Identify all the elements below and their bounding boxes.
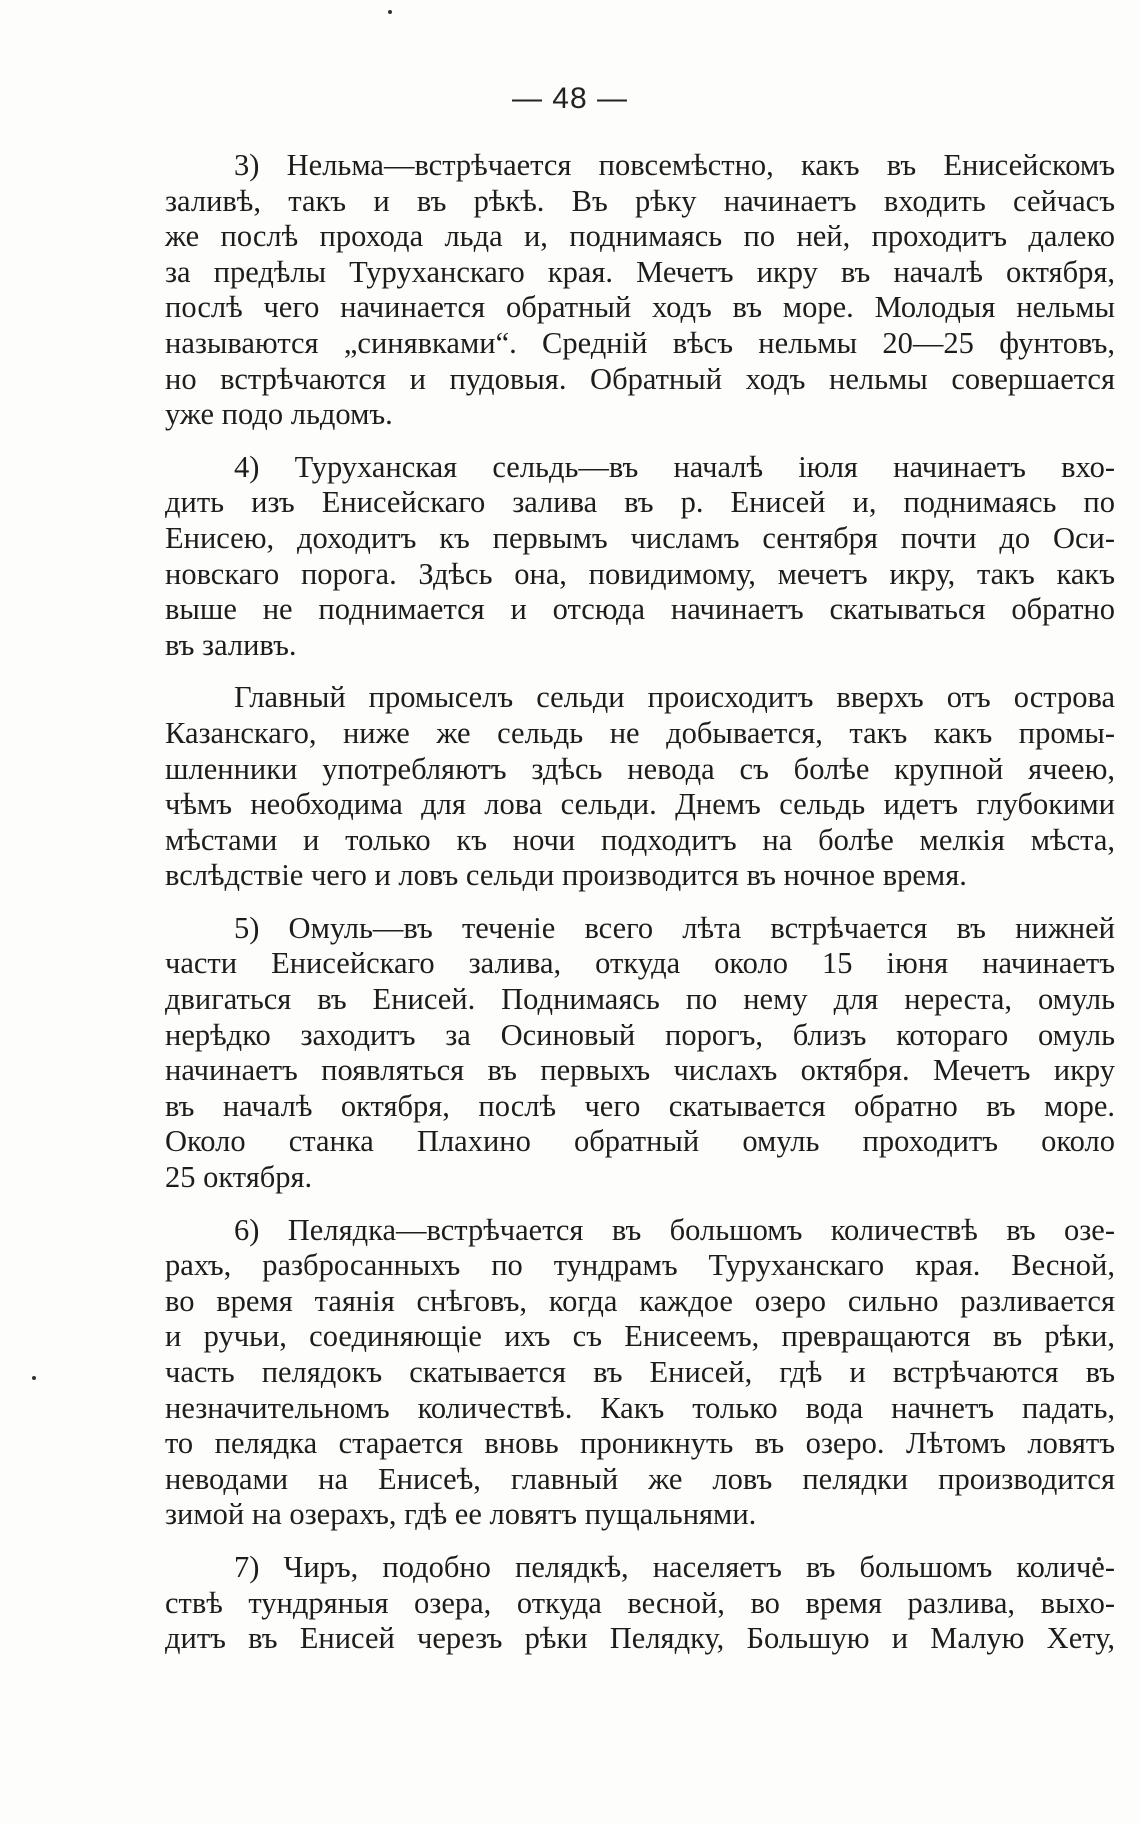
text-line: неводами на Енисеѣ, главный же ловъ пелядки производится bbox=[165, 1461, 1115, 1496]
text-line: въ заливъ. bbox=[165, 627, 297, 662]
paragraph-omul bbox=[165, 911, 1115, 1196]
text-line: 25 октября. bbox=[165, 1160, 313, 1195]
text-line: Казанскаго, ниже же сельдь не добывается, такъ какъ промы- bbox=[165, 715, 1115, 750]
text-line: двигаться въ Енисей. Поднимаясь по нему для нереста, омуль bbox=[165, 982, 1115, 1017]
text-line: Около станка Плахино обратный омуль проходитъ около bbox=[165, 1124, 1115, 1159]
text-line: незначительномъ количествѣ. Какъ только вода начнетъ падать, bbox=[165, 1390, 1115, 1425]
text-line: за предѣлы Туруханскаго края. Мечетъ икру въ началѣ октября, bbox=[165, 254, 1115, 289]
paragraph-herring-fishery bbox=[165, 680, 1115, 894]
text-line: вслѣдствiе чего и ловъ сельди производится въ ночное время. bbox=[165, 858, 967, 893]
text-line: 7) Чиръ, подобно пелядкѣ, населяетъ въ большомъ количе- bbox=[234, 1549, 1115, 1584]
ink-speck bbox=[388, 10, 392, 14]
text-line: Главный промыселъ сельди происходитъ вверхъ отъ острова bbox=[234, 680, 1115, 715]
text-line: 4) Туруханская сельдь—въ началѣ iюля начинаетъ вхо- bbox=[234, 449, 1115, 484]
paragraph-chir bbox=[165, 1550, 1115, 1657]
text-line: дить изъ Енисейскаго залива въ р. Енисей и, поднимаясь по bbox=[165, 485, 1115, 520]
text-line: нерѣдко заходитъ за Осиновый порогъ, близъ котораго омуль bbox=[165, 1017, 1115, 1052]
text-line: и ручьи, соединяющiе ихъ съ Енисеемъ, превращаются въ рѣки, bbox=[165, 1319, 1115, 1354]
text-line: рахъ, разбросанныхъ по тундрамъ Туруханскаго края. Весной, bbox=[165, 1248, 1115, 1283]
text-line: части Енисейскаго залива, откуда около 15 iюня начинаетъ bbox=[165, 946, 1115, 981]
page-number: — 48 — bbox=[511, 82, 629, 115]
text-line: во время таянiя снѣговъ, когда каждое озеро сильно разливается bbox=[165, 1283, 1115, 1318]
text-line: называются „синявками“. Среднiй вѣсъ нельмы 20—25 фунтовъ, bbox=[165, 325, 1115, 360]
paragraph-pelyadka bbox=[165, 1213, 1115, 1533]
body-text bbox=[165, 148, 1115, 1674]
text-line: шленники употребляютъ здѣсь невода съ болѣе крупной ячеею, bbox=[165, 751, 1115, 786]
text-line: 3) Нельма—встрѣчается повсемѣстно, какъ въ Енисейскомъ bbox=[234, 148, 1115, 182]
text-line: чѣмъ необходима для лова сельди. Днемъ сельдь идетъ глубокими bbox=[165, 787, 1115, 822]
text-line: 6) Пелядка—встрѣчается въ большомъ количествѣ въ озе- bbox=[234, 1212, 1115, 1247]
text-line: заливѣ, такъ и въ рѣкѣ. Въ рѣку начинаетъ входить сейчасъ bbox=[165, 183, 1115, 218]
text-line: зимой на озерахъ, гдѣ ее ловятъ пущальнями. bbox=[165, 1497, 757, 1532]
text-line: же послѣ прохода льда и, поднимаясь по ней, проходитъ далеко bbox=[165, 219, 1115, 254]
text-line: уже подо льдомъ. bbox=[165, 397, 393, 432]
paragraph-nelma bbox=[165, 148, 1115, 433]
text-line: часть пелядокъ скатывается въ Енисей, гдѣ и встрѣчаются въ bbox=[165, 1355, 1115, 1389]
text-line: въ началѣ октября, послѣ чего скатывается обратно въ море. bbox=[165, 1088, 1115, 1123]
text-line: 5) Омуль—въ теченiе всего лѣта встрѣчается въ нижней bbox=[234, 910, 1115, 945]
text-line: выше не поднимается и отсюда начинаетъ скатываться обратно bbox=[165, 592, 1115, 627]
ink-speck bbox=[32, 1376, 36, 1380]
paragraph-herring bbox=[165, 450, 1115, 664]
text-line: но встрѣчаются и пудовыя. Обратный ходъ нельмы совершается bbox=[165, 361, 1115, 396]
text-line: ствѣ тундряныя озера, откуда весной, во время разлива, выхо- bbox=[165, 1585, 1115, 1620]
text-line: дитъ въ Енисей черезъ рѣки Пелядку, Большую и Малую Хету, bbox=[165, 1621, 1115, 1656]
text-line: то пелядка старается вновь проникнуть въ озеро. Лѣтомъ ловятъ bbox=[165, 1426, 1115, 1461]
text-line: Енисею, доходитъ къ первымъ числамъ сентября почти до Оси- bbox=[165, 520, 1115, 555]
text-line: мѣстами и только къ ночи подходитъ на болѣе мелкiя мѣста, bbox=[165, 822, 1115, 857]
text-line: послѣ чего начинается обратный ходъ въ море. Молодыя нельмы bbox=[165, 290, 1115, 325]
text-line: новскаго порога. Здѣсь она, повидимому, мечетъ икру, такъ какъ bbox=[165, 556, 1115, 591]
text-line: начинаетъ появляться въ первыхъ числахъ октября. Мечетъ икру bbox=[165, 1053, 1115, 1088]
